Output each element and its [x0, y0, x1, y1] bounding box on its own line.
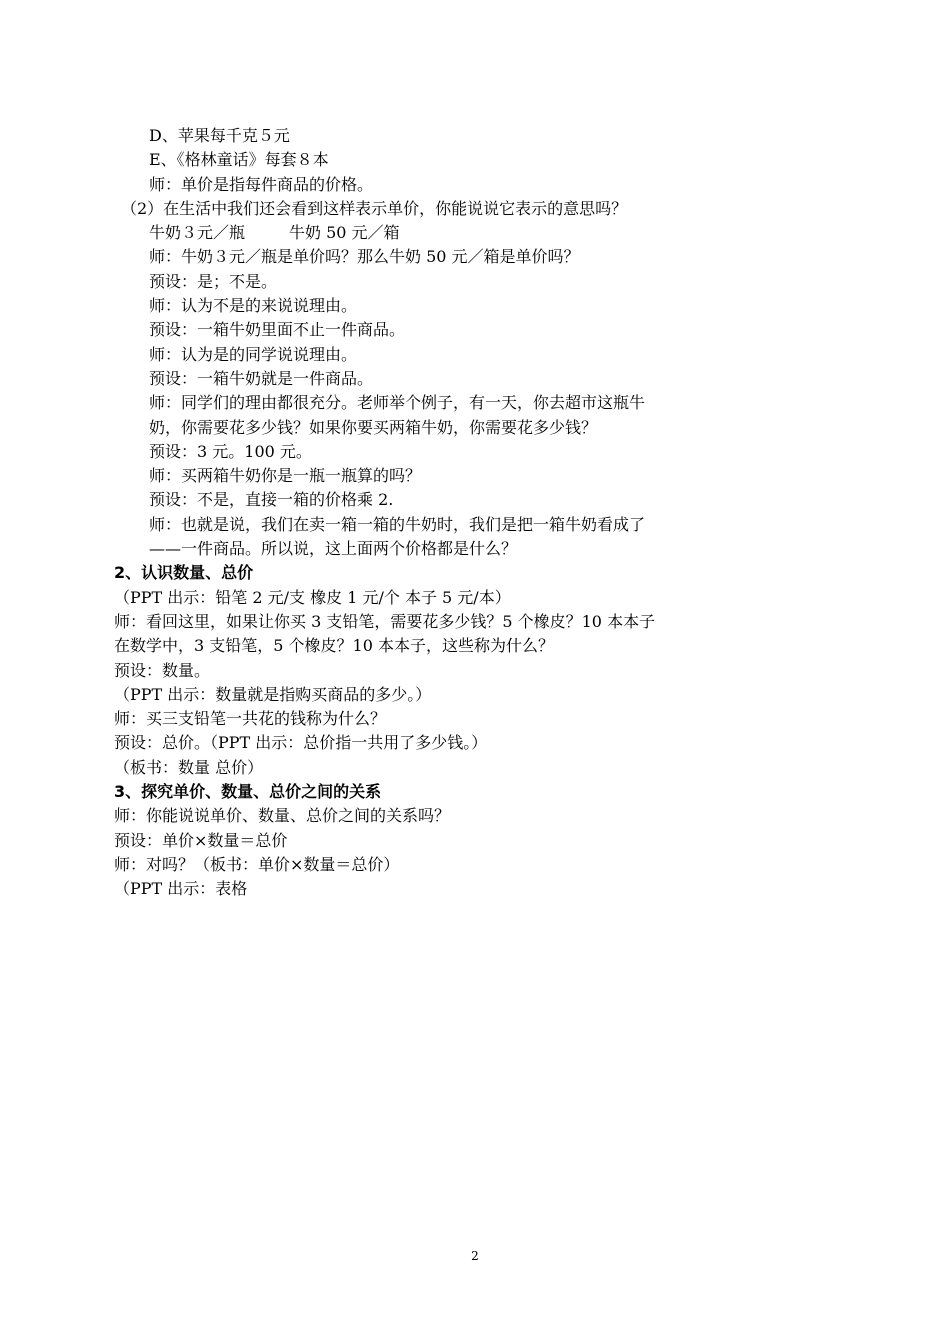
teacher-line: 师：也就是说，我们在卖一箱一箱的牛奶时，我们是把一箱牛奶看成了 — [149, 514, 646, 534]
preset-line: 预设：一箱牛奶就是一件商品。 — [149, 368, 374, 388]
teacher-line: 师：单价是指每件商品的价格。 — [149, 174, 374, 194]
teacher-line-continued: 奶，你需要花多少钱？如果你要买两箱牛奶，你需要花多少钱？ — [149, 417, 598, 437]
board-line: （板书：数量 总价） — [114, 757, 264, 777]
milk-price-box: 牛奶 50 元／箱 — [289, 223, 400, 243]
teacher-line: 师：认为是的同学说说理由。 — [149, 344, 358, 364]
teacher-line: 师：牛奶３元／瓶是单价吗？那么牛奶 50 元／箱是单价吗？ — [149, 247, 580, 267]
ppt-line: （PPT 出示：铅笔 2 元/支 橡皮 1 元/个 本子 5 元/本） — [114, 587, 511, 607]
teacher-line-continued: 在数学中，3 支铅笔，5 个橡皮？10 本本子，这些称为什么？ — [114, 636, 554, 656]
milk-price-line — [114, 221, 734, 245]
teacher-line: 师：买三支铅笔一共花的钱称为什么？ — [114, 709, 387, 729]
teacher-line: 师：对吗？（板书：单价×数量＝总价） — [114, 854, 400, 874]
document-body — [114, 124, 734, 902]
preset-line: 预设：总价。（PPT 出示：总价指一共用了多少钱。） — [114, 733, 488, 753]
preset-line: 预设：不是，直接一箱的价格乘 2. — [149, 490, 394, 510]
section-heading-relationship: 3、探究单价、数量、总价之间的关系 — [114, 782, 382, 802]
ppt-line: （PPT 出示：表格 — [114, 879, 248, 899]
option-e-line: E、《格林童话》每套８本 — [149, 150, 329, 170]
preset-line: 预设：单价×数量＝总价 — [114, 830, 288, 850]
page-number: 2 — [471, 1249, 479, 1263]
question-line: （2）在生活中我们还会看到这样表示单价，你能说说它表示的意思吗？ — [121, 198, 628, 218]
preset-line: 预设：是；不是。 — [149, 271, 278, 291]
preset-line: 预设：数量。 — [114, 660, 211, 680]
ppt-line: （PPT 出示：数量就是指购买商品的多少。） — [114, 684, 432, 704]
teacher-line: 师：同学们的理由都很充分。老师举个例子，有一天，你去超市这瓶牛 — [149, 393, 646, 413]
teacher-line: 师：认为不是的来说说理由。 — [149, 296, 358, 316]
teacher-line: 师：你能说说单价、数量、总价之间的关系吗？ — [114, 806, 451, 826]
preset-line: 预设：一箱牛奶里面不止一件商品。 — [149, 320, 406, 340]
preset-line: 预设：3 元。100 元。 — [149, 441, 312, 461]
teacher-line: 师：买两箱牛奶你是一瓶一瓶算的吗？ — [149, 466, 422, 486]
teacher-line: 师：看回这里，如果让你买 3 支铅笔，需要花多少钱？5 个橡皮？10 本本子 — [114, 611, 656, 631]
teacher-line-continued: ——一件商品。所以说，这上面两个价格都是什么？ — [149, 539, 518, 559]
section-heading-quantity-total: 2、认识数量、总价 — [114, 563, 254, 583]
milk-price-bottle: 牛奶３元／瓶 — [149, 223, 246, 243]
option-d-line: D、苹果每千克５元 — [149, 126, 290, 145]
